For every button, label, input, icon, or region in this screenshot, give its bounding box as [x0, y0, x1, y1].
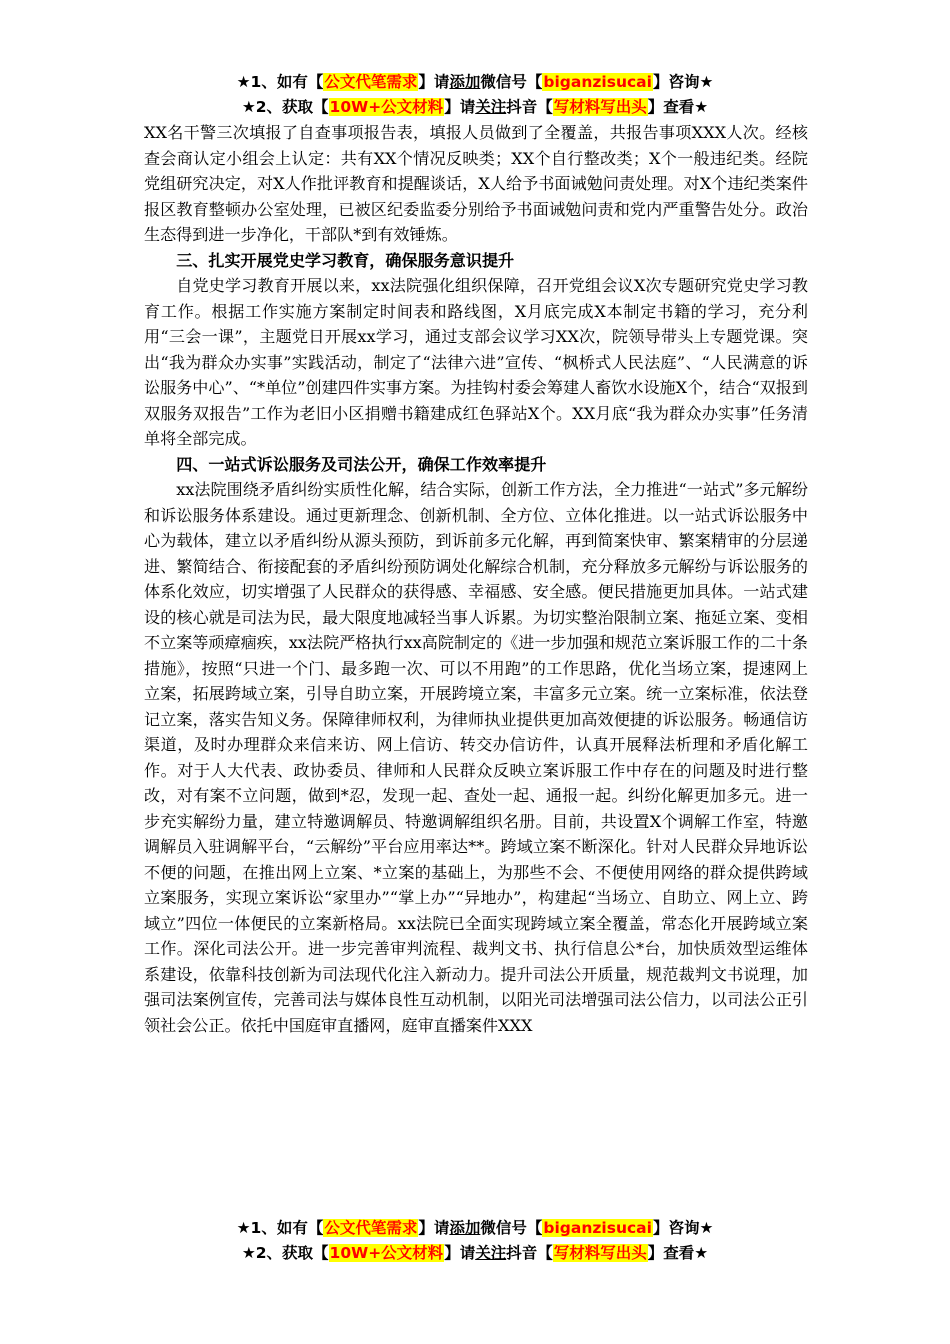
banner-text: 】请	[444, 98, 476, 116]
banner-text: 】请	[444, 1244, 476, 1262]
banner-text: 】查看★	[647, 98, 709, 116]
header-banner	[0, 70, 950, 120]
banner-text: 微信号【	[480, 1219, 543, 1237]
banner-text: ★1、如有【	[236, 73, 324, 91]
banner-line-2	[0, 95, 950, 120]
banner-highlight-wechat: biganzisucai	[543, 1219, 652, 1237]
banner-highlight-douyin: 写材料写出头	[553, 1244, 647, 1262]
banner-text: 】咨询★	[652, 73, 714, 91]
banner-text: 抖音【	[506, 1244, 553, 1262]
banner-text: 】请	[418, 1219, 450, 1237]
banner-highlight-douyin: 写材料写出头	[553, 98, 647, 116]
banner-line-2	[0, 1241, 950, 1266]
section-heading-3: 三、扎实开展党史学习教育，确保服务意识提升	[176, 250, 515, 270]
paragraph-1: XX名干警三次填报了自查事项报告表，填报人员做到了全覆盖，共报告事项XXX人次。经核查会商认定小组会上认定：共有XX个情况反映类；XX个自行整改类；X个一般违纪类。经院党组研究决定，对X人作批评教育和提醒谈话，X人给予书面诫勉问责处理。对X个违纪类案件报区教育整顿办公室处理，已被区纪委监委分别给予书面诫勉问责和党内严重警告处分。政治生态得到进一步净化，干部队*到有效锤炼。	[144, 123, 808, 244]
banner-line-1	[0, 70, 950, 95]
banner-line-1	[0, 1216, 950, 1241]
banner-highlight: 公文代笔需求	[324, 1219, 418, 1237]
banner-text: 】请	[418, 73, 450, 91]
banner-underline: 关注	[475, 1244, 507, 1262]
banner-text: 微信号【	[480, 73, 543, 91]
banner-highlight: 公文代笔需求	[324, 73, 418, 91]
banner-highlight: 10W+公文材料	[329, 98, 444, 116]
banner-text: 】咨询★	[652, 1219, 714, 1237]
banner-highlight-wechat: biganzisucai	[543, 73, 652, 91]
banner-text: 】查看★	[647, 1244, 709, 1262]
banner-text: 抖音【	[506, 98, 553, 116]
banner-text: ★1、如有【	[236, 1219, 324, 1237]
section-heading-4: 四、一站式诉讼服务及司法公开，确保工作效率提升	[176, 454, 547, 474]
banner-underline: 关注	[475, 98, 507, 116]
banner-underline: 添加	[449, 1219, 481, 1237]
banner-highlight: 10W+公文材料	[329, 1244, 444, 1262]
banner-text: ★2、获取【	[241, 1244, 329, 1262]
document-body	[144, 120, 808, 1038]
banner-underline: 添加	[449, 73, 481, 91]
paragraph-3: xx法院围绕矛盾纠纷实质性化解，结合实际，创新工作方法，全力推进“一站式”多元解纷和诉讼服务体系建设。通过更新理念、创新机制、全方位、立体化推进。以一站式诉讼服务中心为载体，建立以矛盾纠纷从源头预防，到诉前多元化解，再到简案快审、繁案精审的分层递进、繁简结合、衔接配套的矛盾纠纷预防调处化解综合机制，充分释放多元解纷与诉讼服务的体系化效应，切实增强了人民群众的获得感、幸福感、安全感。便民措施更加具体。一站式建设的核心就是司法为民，最大限度地减轻当事人诉累。为切实整治限制立案、拖延立案、变相不立案等顽瘴痼疾，xx法院严格执行xx高院制定的《进一步加强和规范立案诉服工作的二十条措施》，按照“只进一个门、最多跑一次、可以不用跑”的工作思路，优化当场立案，提速网上立案，拓展跨域立案，引导自助立案，开展跨境立案，丰富多元立案。统一立案标准，依法登记立案，落实告知义务。保障律师权利，为律师执业提供更加高效便捷的诉讼服务。畅通信访渠道，及时办理群众来信来访、网上信访、转交办信访件，认真开展释法析理和矛盾化解工作。对于人大代表、政协委员、律师和人民群众反映立案诉服工作中存在的问题及时进行整改，对有案不立问题，做到*忍，发现一起、查处一起、通报一起。纠纷化解更加多元。进一步充实解纷力量，建立特邀调解员、特邀调解组织名册。目前，共设置X个调解工作室，特邀调解员入驻调解平台，“云解纷”平台应用率达**。跨域立案不断深化。针对人民群众异地诉讼不便的问题，在推出网上立案、*立案的基础上，为那些不会、不便使用网络的群众提供跨域立案服务，实现立案诉讼“家里办”“掌上办”“异地办”，构建起“当场立、自助立、网上立、跨域立”四位一体便民的立案新格局。xx法院已全面实现跨域立案全覆盖，常态化开展跨域立案工作。深化司法公开。进一步完善审判流程、裁判文书、执行信息公*台，加快质效型运维体系建设，依靠科技创新为司法现代化注入新动力。提升司法公开质量，规范裁判文书说理，加强司法案例宣传，完善司法与媒体良性互动机制，以阳光司法增强司法公信力，以司法公正引领社会公正。依托中国庭审直播网，庭审直播案件XXX	[144, 480, 808, 1035]
footer-banner	[0, 1216, 950, 1266]
banner-text: ★2、获取【	[241, 98, 329, 116]
paragraph-2: 自党史学习教育开展以来，xx法院强化组织保障，召开党组会议X次专题研究党史学习教育工作。根据工作实施方案制定时间表和路线图，X月底完成X本制定书籍的学习，充分利用“三会一课”，主题党日开展xx学习，通过支部会议学习XX次，院领导带头上专题党课。突出“我为群众办实事”实践活动，制定了“法律六进”宣传、“枫桥式人民法庭”、“人民满意的诉讼服务中心”、“*单位”创建四件实事方案。为挂钩村委会筹建人畜饮水设施X个，结合“双报到双服务双报告”工作为老旧小区捐赠书籍建成红色驿站X个。XX月底“我为群众办实事”任务清单将全部完成。	[144, 276, 808, 448]
